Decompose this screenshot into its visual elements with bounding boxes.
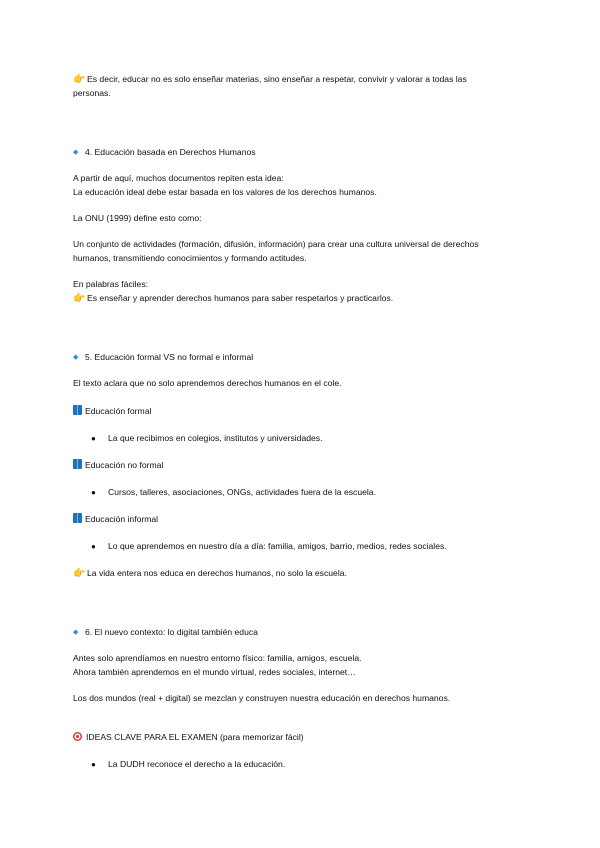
section-5-heading [73,351,528,365]
ideas-heading [73,731,528,745]
subsection-title: Educación formal [85,406,152,416]
section-5-intro: El texto aclara que no solo aprendemos derechos humanos en el cole. [73,378,342,388]
section-heading-text: 4. Educación basada en Derechos Humanos [85,147,256,157]
subsection-title: Educación no formal [85,460,164,470]
paragraph-line: Un conjunto de actividades (formación, difusión, información) para crear una cultura universal de derechos [73,239,479,249]
blue-book-icon [73,513,82,523]
section-4-paragraph-3 [73,238,528,265]
bullet-dot-icon: ● [91,760,96,769]
paragraph-line: Ahora también aprendemos en el mundo virtual, redes sociales, internet… [73,666,356,677]
bullet-dot-icon: ● [91,434,96,443]
paragraph-line: A partir de aquí, muchos documentos repiten esta idea: [73,173,284,183]
section-4-paragraph-1 [73,172,528,199]
blue-book-icon [73,405,82,415]
section-heading-text: IDEAS CLAVE PARA EL EXAMEN (para memorizar fácil) [86,732,304,742]
intro-paragraph [73,73,528,100]
intro-line-1: Es decir, educar no es solo enseñar materias, sino enseñar a respetar, convivir y valorar a todas las [87,74,467,84]
intro-line-2: personas. [73,87,111,98]
direct-hit-icon [73,732,82,741]
section-heading-text: 6. El nuevo contexto: lo digital también educa [85,627,258,637]
pointing-right-icon: 👉 [73,568,86,579]
subsection-title: Educación informal [85,514,159,524]
paragraph-line: La vida entera nos educa en derechos humanos, no solo la escuela. [87,568,347,578]
ideas-item-1: La DUDH reconoce el derecho a la educación. [108,759,286,769]
pointing-right-icon: 👉 [73,292,86,304]
section-6-paragraph-2: Los dos mundos (real + digital) se mezclan y construyen nuestra educación en derechos humanos. [73,693,451,703]
nonformal-education-item: Cursos, talleres, asociaciones, ONGs, actividades fuera de la escuela. [108,487,376,497]
formal-education-title [73,405,528,419]
paragraph-label: En palabras fáciles: [73,279,148,289]
small-blue-diamond-icon: ◆ [73,628,79,636]
section-heading-text: 5. Educación formal VS no formal e informal [85,352,254,362]
blue-book-icon [73,459,82,469]
bullet-dot-icon: ● [91,488,96,497]
small-blue-diamond-icon: ◆ [73,353,79,361]
section-5-conclusion [73,567,528,581]
small-blue-diamond-icon: ◆ [73,148,79,156]
nonformal-education-title [73,459,528,473]
section-6-paragraph-1 [73,652,528,679]
bullet-dot-icon: ● [91,542,96,551]
informal-education-item: Lo que aprendemos en nuestro día a día: familia, amigos, barrio, medios, redes sociales. [108,541,447,551]
paragraph-line: Antes solo aprendíamos en nuestro entorno físico: familia, amigos, escuela. [73,653,362,663]
paragraph-line: La educación ideal debe estar basada en los valores de los derechos humanos. [73,186,377,197]
formal-education-item: La que recibimos en colegios, institutos y universidades. [108,433,323,443]
paragraph-line: humanos, transmitiendo conocimientos y formando actitudes. [73,252,307,263]
section-4-paragraph-2: La ONU (1999) define esto como: [73,213,202,223]
pointing-right-icon: 👉 [73,74,86,85]
informal-education-title [73,513,528,527]
paragraph-line: Es enseñar y aprender derechos humanos para saber respetarlos y practicarlos. [87,292,394,303]
section-4-paragraph-4 [73,278,528,305]
section-6-heading [73,626,528,640]
section-4-heading [73,146,528,160]
